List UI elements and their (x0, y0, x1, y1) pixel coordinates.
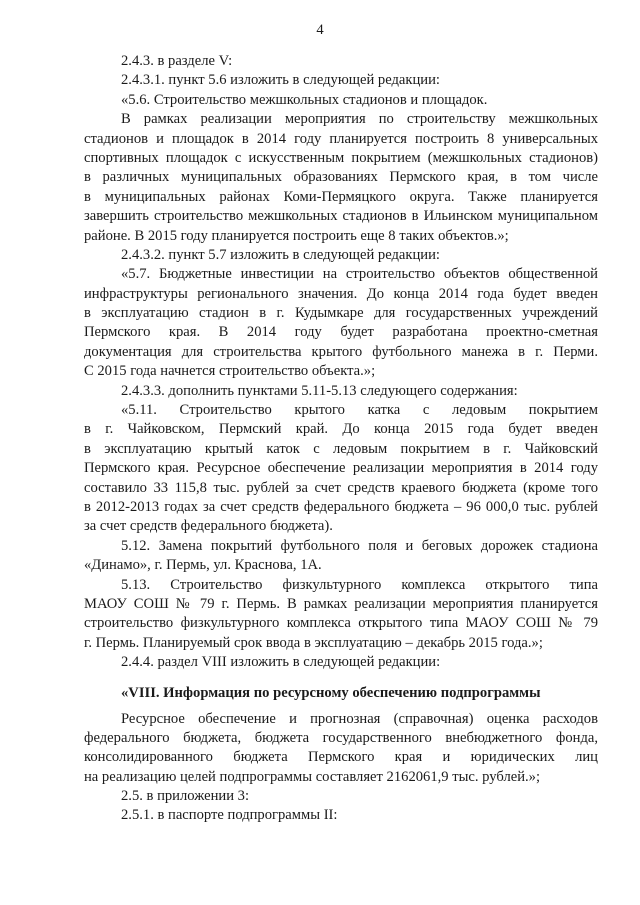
text-line: стадионов и площадок в 2014 году планируется построить 8 универсальных (84, 130, 598, 147)
text-line: инфраструктуры регионального значения. До конца 2014 года будет введен (84, 285, 598, 302)
text-line: документация для строительства крытого футбольного манежа в г. Перми. (84, 343, 598, 360)
text-line: «5.7. Бюджетные инвестиции на строительство объектов общественной (121, 266, 598, 283)
text-line: в г. Чайковском, Пермский край. До конца 2015 года будет введен (84, 421, 598, 438)
text-line: 2.5. в приложении 3: (121, 788, 250, 805)
text-line: на реализацию целей подпрограммы составляет 2162061,9 тыс. рублей.»; (84, 768, 541, 785)
text-line: Пермского края. Ресурсное обеспечение реализации мероприятия в 2014 году (84, 460, 598, 477)
section-heading: «VIII. Информация по ресурсному обеспечению подпрограммы (121, 684, 541, 701)
text-line: спортивных площадок с искусственным покрытием (межшкольных стадионов) (84, 149, 598, 166)
text-line: в 2012-2013 годах за счет средств федерального бюджета – 96 000,0 тыс. рублей (84, 498, 598, 515)
text-line: 2.5.1. в паспорте подпрограммы II: (121, 807, 338, 824)
text-line: в различных муниципальных образованиях Пермского края, в том числе (84, 169, 598, 186)
text-line: 2.4.3.3. дополнить пунктами 5.11-5.13 следующего содержания: (121, 382, 518, 399)
text-line: 2.4.3. в разделе V: (121, 53, 233, 69)
text-line: В рамках реализации мероприятия по строительству межшкольных (121, 111, 598, 128)
text-line: МАОУ СОШ № 79 г. Пермь. В рамках реализации мероприятия планируется (84, 595, 598, 612)
text-line: за счет средств федерального бюджета). (84, 518, 333, 535)
text-line: Пермского края. В 2014 году будет разработана проектно-сметная (84, 324, 598, 341)
text-line: 2.4.3.1. пункт 5.6 изложить в следующей редакции: (121, 72, 440, 89)
text-line: г. Пермь. Планируемый срок ввода в эксплуатацию – декабрь 2015 года.»; (84, 634, 543, 651)
text-line: в муниципальных районах Коми-Пермяцкого округа. Также планируется (84, 188, 598, 205)
text-line: 5.12. Замена покрытий футбольного поля и беговых дорожек стадиона (121, 537, 598, 554)
text-line: в эксплуатацию крытый каток с ледовым покрытием в г. Чайковский (84, 440, 598, 457)
text-line: в эксплуатацию стадион в г. Кудымкаре для государственных учреждений (84, 305, 598, 322)
text-line: составило 33 115,8 тыс. рублей за счет средств краевого бюджета (кроме того (84, 479, 598, 496)
text-line: 2.4.4. раздел VIII изложить в следующей редакции: (121, 654, 441, 671)
text-block-amendments (84, 52, 598, 673)
text-line: районе. В 2015 году планируется построить еще 8 таких объектов.»; (84, 227, 509, 244)
text-line: федерального бюджета, бюджета государственного внебюджетного фонда, (84, 729, 598, 746)
text-line: консолидированного бюджета Пермского края и юридических лиц (84, 749, 598, 766)
text-block-resources (84, 710, 598, 826)
text-line: Ресурсное обеспечение и прогнозная (справочная) оценка расходов (121, 710, 598, 727)
text-line: «5.11. Строительство крытого катка с ледовым покрытием (121, 402, 598, 419)
text-line: 5.13. Строительство физкультурного комплекса открытого типа (121, 576, 598, 593)
text-line: 2.4.3.2. пункт 5.7 изложить в следующей редакции: (121, 246, 440, 263)
text-line: «Динамо», г. Пермь, ул. Краснова, 1А. (84, 557, 322, 574)
text-line: С 2015 года начнется строительство объекта.»; (84, 363, 376, 380)
text-line: завершить строительство межшкольных стадионов в Ильинском муниципальном (84, 208, 598, 225)
text-line: «5.6. Строительство межшкольных стадионов и площадок. (121, 91, 488, 108)
text-line: строительство физкультурного комплекса открытого типа МАОУ СОШ № 79 (84, 615, 598, 632)
page-number: 4 (316, 22, 324, 38)
document-body (84, 52, 598, 826)
